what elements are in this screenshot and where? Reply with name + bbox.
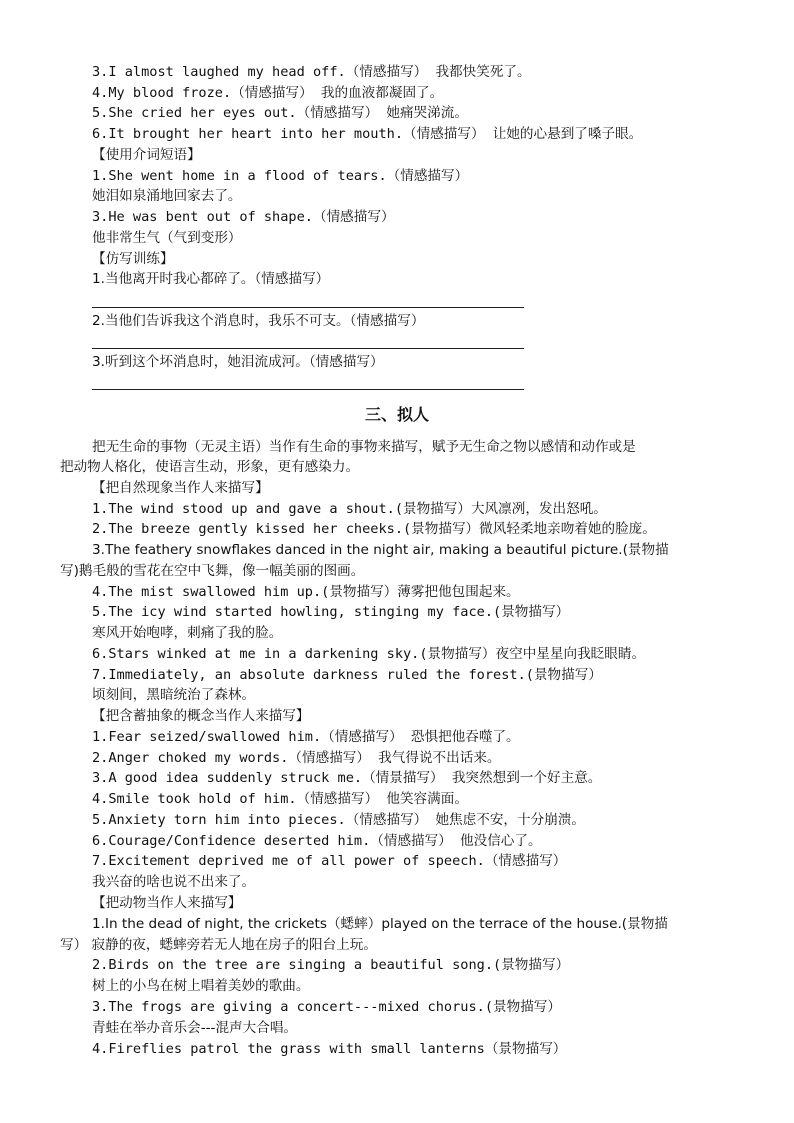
exercise-prompt: 3.听到这个坏消息时，她泪流成河。（情感描写） [92,354,384,370]
text-line: 写)鹅毛般的雪花在空中飞舞，像一幅美丽的图画。 [60,563,365,579]
text-line: 3.The frogs are giving a concert---mixed chorus.(景物描写） [92,999,561,1015]
text-line: 3.A good idea suddenly struck me.（情景描写） 我突然想到一个好主意。 [92,770,602,786]
text-line: 5.She cried her eyes out.（情感描写） 她痛哭涕流。 [92,105,468,121]
text-line: 4.My blood froze.（情感描写） 我的血液都凝固了。 [92,85,444,101]
paragraph-line: 把无生命的事物（无灵主语）当作有生命的事物来描写，赋予无生命之物以感情和动作或是 [92,439,636,455]
text-line: 5.The icy wind started howling, stinging my face.(景物描写） [92,604,570,620]
text-line: 5.Anxiety torn him into pieces.（情感描写） 她焦虑不安，十分崩溃。 [92,812,585,828]
text-line: 4.Smile took hold of him.（情感描写） 他笑容满面。 [92,791,468,807]
text-line: 6.Courage/Confidence deserted him.（情感描写） 他没信心了。 [92,833,542,849]
text-line: 7.Excitement deprived me of all power of speech.（情感描写） [92,853,567,869]
exercise-prompt: 1.当他离开时我心都碎了。（情感描写） [92,271,330,287]
text-line: 2.The breeze gently kissed her cheeks.(景物描写）微风轻柔地亲吻着她的脸庞。 [92,521,656,537]
paragraph-line: 把动物人格化，使语言生动，形象，更有感染力。 [60,459,360,475]
text-line: 1.The wind stood up and gave a shout.(景物描写）大风凛冽，发出怒吼。 [92,501,607,517]
answer-line[interactable] [92,348,524,349]
text-line: 她泪如泉涌地回家去了。 [92,188,242,204]
text-line: 6.It brought her heart into her mouth.（情感描写） 让她的心悬到了嗓子眼。 [92,126,643,142]
section-label: 【把含蓄抽象的概念当作人来描写】 [92,708,310,724]
answer-line[interactable] [92,389,524,390]
text-line: 2.Birds on the tree are singing a beautiful song.(景物描写） [92,957,570,973]
section-heading: 三、拟人 [364,405,429,424]
section-label: 【仿写训练】 [92,251,174,267]
text-line: 4.Fireflies patrol the grass with small lanterns（景物描写） [92,1041,567,1057]
exercise-prompt: 2.当他们告诉我这个消息时，我乐不可支。（情感描写） [92,313,425,329]
text-line: 我兴奋的啥也说不出来了。 [92,874,256,890]
text-line: 1.In the dead of night, the crickets（蟋蟀）played on the terrace of the house.(景物描 [92,916,668,932]
text-line: 青蛙在举办音乐会---混声大合唱。 [92,1020,298,1036]
text-line: 7.Immediately, an absolute darkness ruled the forest.(景物描写） [92,667,602,683]
answer-line[interactable] [92,307,524,308]
text-line: 寒风开始咆哮，刺痛了我的脸。 [92,625,283,641]
text-line: 2.Anger choked my words.（情感描写） 我气得说不出话来。 [92,750,501,766]
text-line: 3.He was bent out of shape.（情感描写） [92,209,395,225]
text-line: 6.Stars winked at me in a darkening sky.(景物描写）夜空中星星向我眨眼睛。 [92,646,646,662]
section-label: 【使用介词短语】 [92,147,201,163]
text-line: 1.She went home in a flood of tears.（情感描写） [92,168,469,184]
text-line: 他非常生气（气到变形） [92,230,242,246]
text-line: 3.I almost laughed my head off.（情感描写） 我都快笑死了。 [92,64,531,80]
text-line: 1.Fear seized/swallowed him.（情感描写） 恐惧把他吞噬了。 [92,729,520,745]
text-line: 顷刻间，黑暗统治了森林。 [92,687,256,703]
section-label: 【把动物当作人来描写】 [92,895,242,911]
section-label: 【把自然现象当作人来描写】 [92,480,269,496]
text-line: 3.The feathery snowflakes danced in the night air, making a beautiful picture.(景物描 [92,542,669,558]
text-line: 4.The mist swallowed him up.(景物描写）薄雾把他包围起来。 [92,584,520,600]
text-line: 树上的小鸟在树上唱着美妙的歌曲。 [92,978,310,994]
text-line: 写） 寂静的夜，蟋蟀旁若无人地在房子的阳台上玩。 [60,937,377,953]
